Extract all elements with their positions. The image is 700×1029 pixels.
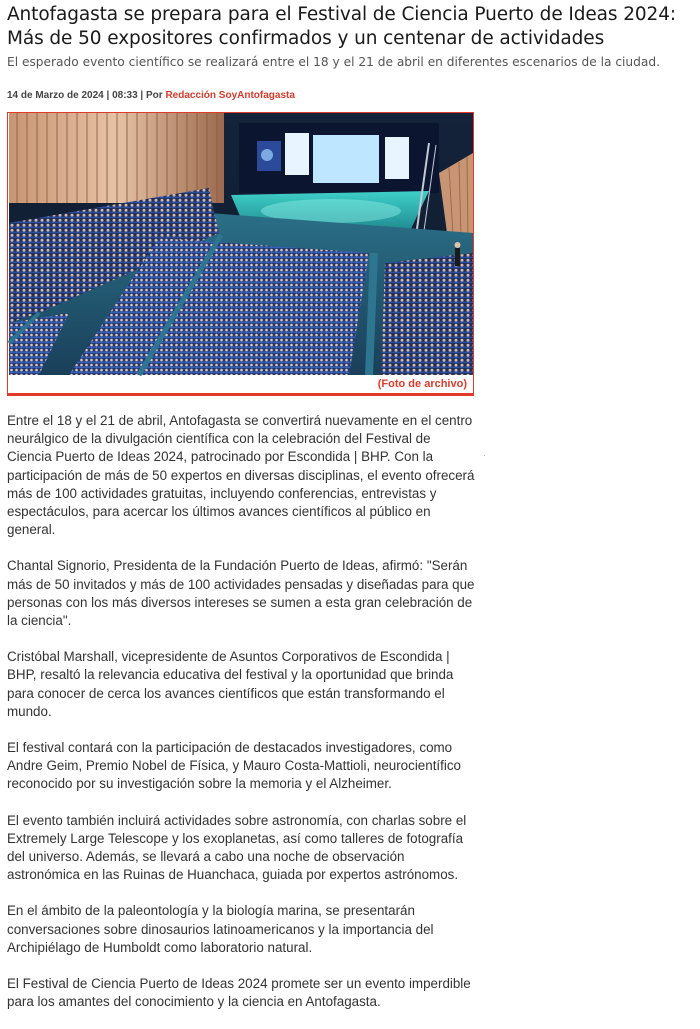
article-paragraph: El festival contará con la participación de destacados investigadores, como Andre Geim, Premio Nobel de Física, y Mauro Costa-Mattioli, neurocientífico reconocido por su investigación sobre la memoria y el Alzheimer. [7, 740, 461, 792]
article-paragraph: Chantal Signorio, Presidenta de la Fundación Puerto de Ideas, afirmó: "Serán más de 50 invitados y más de 100 actividades pensadas y diseñadas para que personas con los más diversos intereses se sumen a esta gran celebración de la ciencia". [7, 558, 475, 629]
auditorium-photo [9, 113, 473, 375]
decorative-dot [484, 455, 485, 456]
article-paragraph: Cristóbal Marshall, vicepresidente de Asuntos Corporativos de Escondida | BHP, resaltó la relevancia educativa del festival y la oportunidad que brinda para conocer de cerca los avances científicos que están transformando el mundo. [7, 649, 454, 719]
article-paragraph: El Festival de Ciencia Puerto de Ideas 2024 promete ser un evento imperdible para los amantes del conocimiento y la ciencia en Antofagasta. [7, 976, 471, 1010]
article-photo-frame [7, 112, 474, 396]
auditorium-photo-illustration [9, 113, 473, 375]
article-body [7, 412, 475, 1029]
article-title: Antofagasta se prepara para el Festival de Ciencia Puerto de Ideas 2024: Más de 50 expositores confirmados y un centenar de actividades [7, 4, 677, 49]
article-subtitle: El esperado evento científico se realizará entre el 18 y el 21 de abril en diferentes escenarios de la ciudad. [7, 55, 660, 69]
article-paragraph: Entre el 18 y el 21 de abril, Antofagasta se convertirá nuevamente en el centro neurálgico de la divulgación científica con la celebración del Festival de Ciencia Puerto de Ideas 2024, patrocinado por Escondida | BHP. Con la participación de más de 50 expertos en diversas disciplinas, el evento ofrecerá más de 100 actividades gratuitas, incluyendo conferencias, entrevistas y espectáculos, para acercar los últimos avances científicos al público en general. [7, 413, 475, 538]
article-author-link[interactable]: Redacción SoyAntofagasta [165, 90, 295, 101]
article-byline [7, 90, 295, 101]
article-paragraph: El evento también incluirá actividades sobre astronomía, con charlas sobre el Extremely Large Telescope y los exoplanetas, así como talleres de fotografía del universo. Además, se llevará a cabo una noche de observación astronómica en las Ruinas de Huanchaca, guiada por expertos astrónomos. [7, 812, 467, 883]
article-date: 14 de Marzo de 2024 | 08:33 | Por [7, 90, 166, 101]
article-paragraph: En el ámbito de la paleontología y la biología marina, se presentarán conversaciones sobre dinosaurios latinoamericanos y la importancia del Archipiélago de Humboldt como laboratorio natural. [7, 903, 434, 955]
photo-caption: (Foto de archivo) [377, 378, 467, 390]
